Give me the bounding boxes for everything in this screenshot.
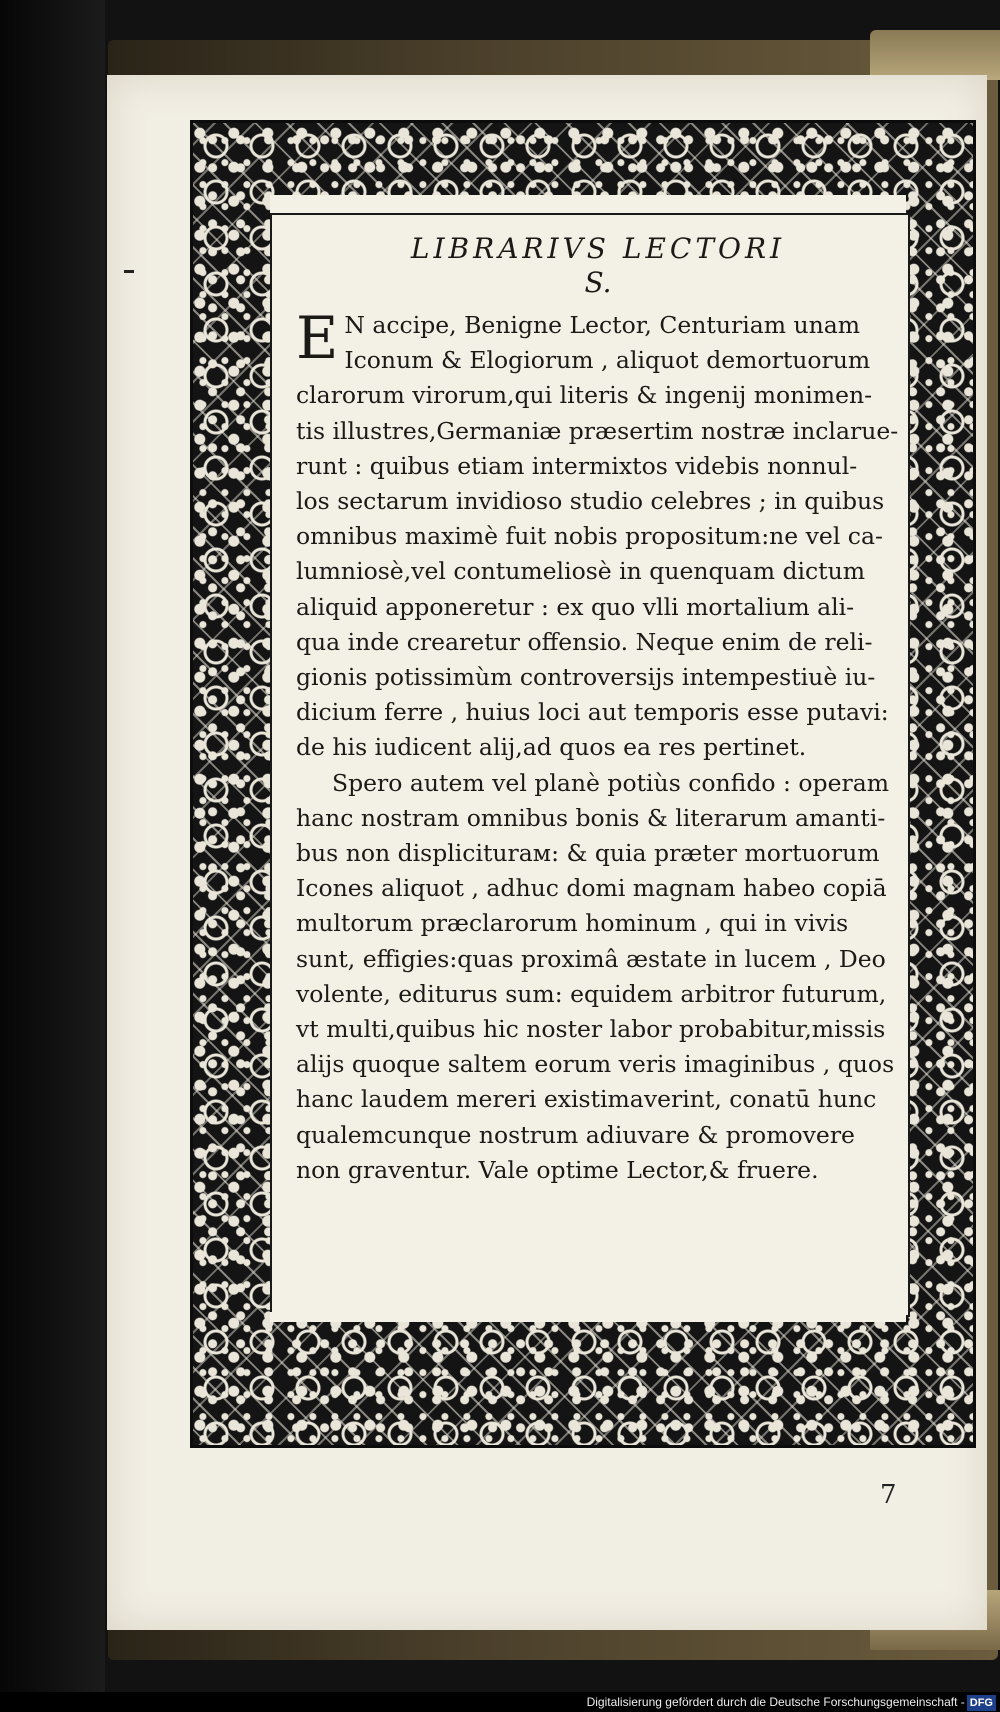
- footer-text: Digitalisierung gefördert durch die Deutsche Forschungsgemeinschaft -: [586, 1695, 965, 1709]
- page-title: LIBRARIVS LECTORI: [410, 232, 786, 265]
- text-line: de his iudicent alij,ad quos ea res pertinet.: [296, 733, 807, 762]
- text-line: los sectarum invidioso studio celebres ; in quibus: [296, 487, 885, 516]
- text-line: bus non displiciturам: & quia præter mortuorum: [296, 839, 880, 868]
- text-line: multorum præclarorum hominum , qui in vivis: [296, 909, 849, 938]
- page-content: [296, 222, 900, 1188]
- catchword: 7: [880, 1480, 897, 1510]
- text-line: volente, editurus sum: equidem arbitror futurum,: [296, 979, 887, 1008]
- book-binding: [0, 0, 105, 1712]
- text-line: sunt, effigies:quas proximâ æstate in lucem , Deo: [296, 944, 886, 973]
- text-line: lumniosè,vel contumeliosè in quenquam dictum: [296, 557, 866, 586]
- frame-top-notch: [270, 195, 906, 215]
- frame-bottom-notch: [270, 1312, 906, 1322]
- spine-mark: [124, 270, 134, 273]
- text-line: vt multi,quibus hic noster labor probabitur,missis: [296, 1015, 886, 1044]
- text-line: dicium ferre , huius loci aut temporis esse putavi:: [296, 698, 889, 727]
- text-line: omnibus maximè fuit nobis propositum:ne vel ca-: [296, 522, 883, 551]
- text-line: runt : quibus etiam intermixtos videbis nonnul-: [296, 451, 858, 480]
- digitization-footer: [0, 1692, 1000, 1712]
- text-line: qualemcunque nostrum adiuvare & promovere: [296, 1120, 855, 1149]
- text-line: Spero autem vel planè potiùs confido : operam: [332, 768, 890, 797]
- text-line: tis illustres,Germaniæ præsertim nostræ inclarue-: [296, 416, 899, 445]
- text-line: alijs quoque saltem eorum veris imaginibus , quos: [296, 1050, 895, 1079]
- text-line: hanc laudem mereri existimaverint, conatū hunc: [296, 1085, 877, 1114]
- page-subtitle: S.: [584, 266, 612, 299]
- drop-cap: E: [296, 304, 339, 372]
- page-edge-top: [870, 30, 1000, 80]
- text-line: clarorum virorum,qui literis & ingenij monimen-: [296, 381, 873, 410]
- text-line: hanc nostram omnibus bonis & literarum amanti-: [296, 803, 886, 832]
- paragraph-1: [296, 304, 900, 766]
- text-line: non graventur. Vale optime Lector,& fruere.: [296, 1155, 819, 1184]
- text-line: Icones aliquot , adhuc domi magnam habeo copiā: [296, 874, 887, 903]
- text-line: qua inde crearetur offensio. Neque enim de reli-: [296, 627, 873, 656]
- text-line: gionis potissimùm controversijs intempestiuè iu-: [296, 663, 876, 692]
- paragraph-2: [296, 766, 900, 1188]
- text-line: N accipe, Benigne Lector, Centuriam unam: [344, 311, 861, 339]
- text-line: Iconum & Elogiorum , aliquot demortuorum: [344, 346, 871, 375]
- text-line: aliquid apponeretur : ex quo vlli mortalium ali-: [296, 592, 855, 621]
- dfg-logo: DFG: [967, 1695, 996, 1711]
